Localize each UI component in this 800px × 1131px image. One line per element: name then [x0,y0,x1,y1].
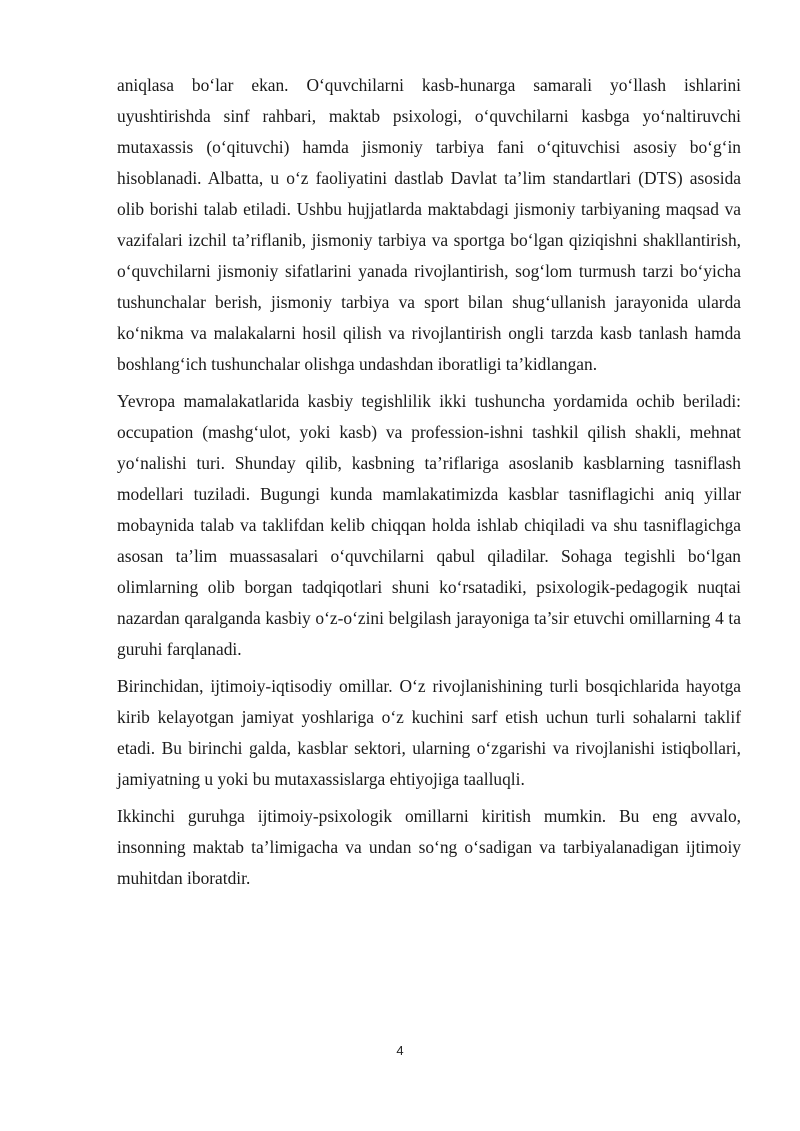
paragraph-1: aniqlasa bo‘lar ekan. O‘quvchilarni kasb-hunarga samarali yo‘llash ishlarini uyushtirishda sinf rahbari, maktab psixologi, o‘quvchilarni kasbga yo‘naltiruvchi mutaxassis (o‘qituvchi) hamda jismoniy tarbiya fani o‘qituvchisi asosiy bo‘g‘in hisoblanadi. Albatta, u o‘z faoliyatini dastlab Davlat ta’lim standartlari (DTS) asosida olib borishi talab etiladi. Ushbu hujjatlarda maktabdagi jismoniy tarbiyaning maqsad va vazifalari izchil ta’riflanib, jismoniy tarbiya va sportga bo‘lgan qiziqishni shakllantirish, o‘quvchilarni jismoniy sifatlarini yanada rivojlantirish, sog‘lom turmush tarzi bo‘yicha tushunchalar berish, jismoniy tarbiya va sport bilan shug‘ullanish jarayonida ularda ko‘nikma va malakalarni hosil qilish va rivojlantirish ongli tarzda kasb tanlash hamda boshlang‘ich tushunchalar olishga undashdan iboratligi ta’kidlangan. [117,75,741,374]
paragraph-4: Ikkinchi guruhga ijtimoiy-psixologik omillarni kiritish mumkin. Bu eng avvalo, insonning maktab ta’limigacha va undan so‘ng o‘sadigan va tarbiyalanadigan ijtimoiy muhitdan iboratdir. [117,806,741,888]
paragraph-3: Birinchidan, ijtimoiy-iqtisodiy omillar. O‘z rivojlanishining turli bosqichlarida hayotga kirib kelayotgan jamiyat yoshlariga o‘z kuchini sarf etish uchun turli sohalarni taklif etadi. Bu birinchi galda, kasblar sektori, ularning o‘zgarishi va rivojlanishi istiqbollari, jamiyatning u yoki bu mutaxassislarga ehtiyojiga taalluqli. [117,676,741,789]
page-number: 4 [396,1043,404,1058]
document-page [117,70,741,900]
paragraph-2: Yevropa mamalakatlarida kasbiy tegishlilik ikki tushuncha yordamida ochib beriladi: occupation (mashg‘ulot, yoki kasb) va profession-ishni tashkil qilish shakli, mehnat yo‘nalishi turi. Shunday qilib, kasbning ta’riflariga asoslanib kasblarning tasniflash modellari tuziladi. Bugungi kunda mamlakatimizda kasblar tasniflagichi aniq yillar mobaynida talab va taklifdan kelib chiqqan holda ishlab chiqiladi va shu tasniflagichga asosan ta’lim muassasalari o‘quvchilarni qabul qiladilar. Sohaga tegishli bo‘lgan olimlarning olib borgan tadqiqotlari shuni ko‘rsatadiki, psixologik-pedagogik nuqtai nazardan qaralganda kasbiy o‘z-o‘zini belgilash jarayoniga ta’sir etuvchi omillarning 4 ta guruhi farqlanadi. [117,391,741,659]
